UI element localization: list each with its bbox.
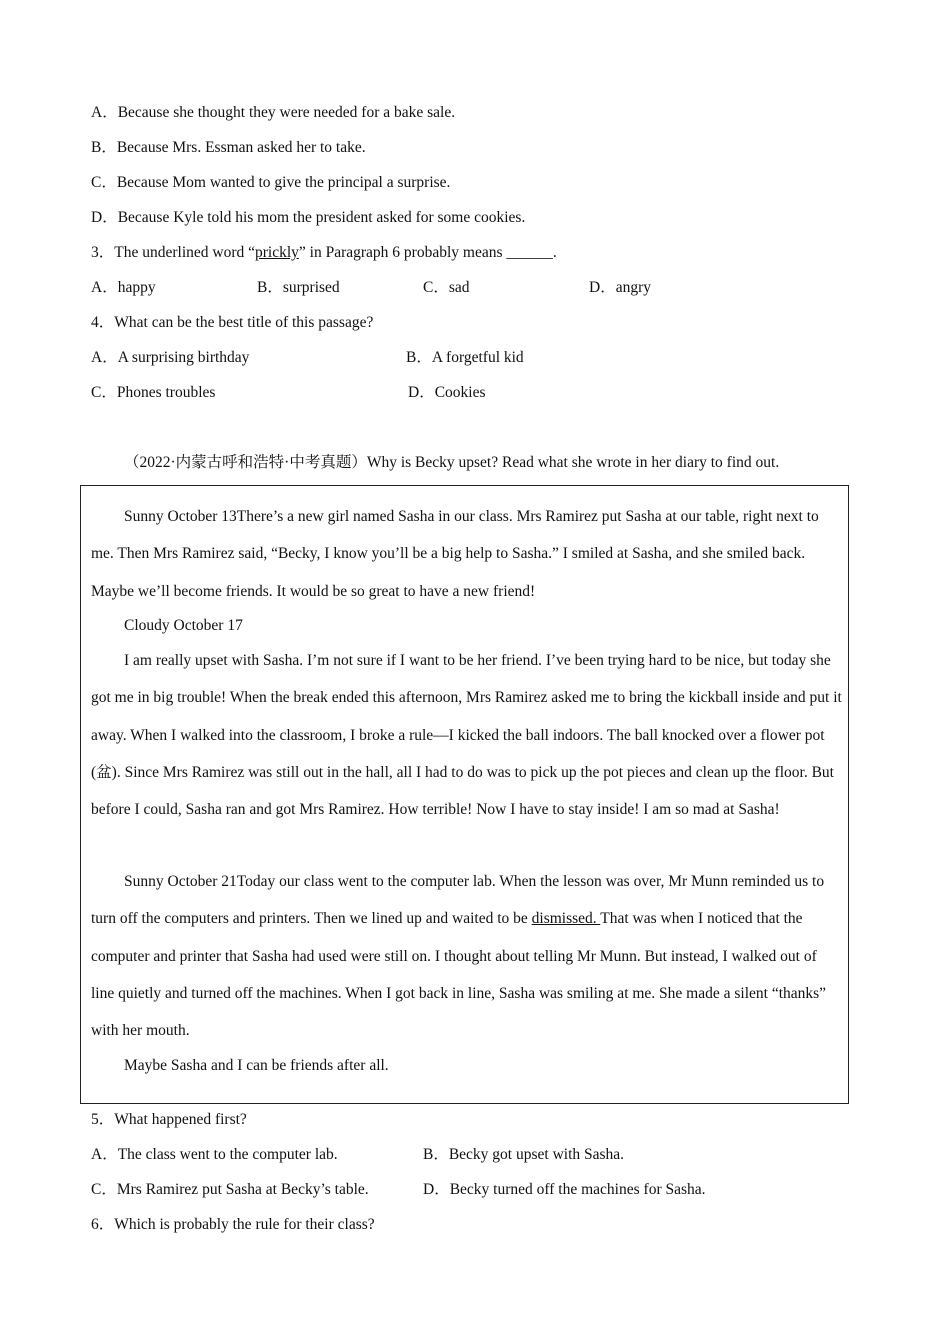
- q2-option-a: A．Because she thought they were needed for a bake sale.: [91, 104, 456, 121]
- q3-stem-before: 3．The underlined word “: [91, 244, 255, 261]
- q3-stem-after: ” in Paragraph 6 probably means ______.: [298, 244, 557, 261]
- q3-option-b: B．surprised: [257, 279, 340, 296]
- q4-stem: 4．What can be the best title of this passage?: [91, 314, 374, 331]
- q5-option-d: D．Becky turned off the machines for Sasha.: [423, 1181, 706, 1198]
- q2-option-d: D．Because Kyle told his mom the president asked for some cookies.: [91, 209, 526, 226]
- passage-paragraph-1: Sunny October 13There’s a new girl named Sasha in our class. Mrs Ramirez put Sasha at our table, right next to me. Then Mrs Ramirez said, “Becky, I know you’ll be a big help to Sasha.” I smiled at Sasha, and she smiled back. Maybe we’ll become friends. It would be so great to have a new friend!: [91, 508, 819, 600]
- q5-stem: 5．What happened first?: [91, 1111, 247, 1128]
- passage-paragraph-2: Cloudy October 17: [124, 617, 243, 634]
- p4-underlined-word: dismissed.: [531, 910, 601, 928]
- passage-intro: （2022·内蒙古呼和浩特·中考真题）Why is Becky upset? Read what she wrote in her diary to find out.: [124, 454, 780, 471]
- q4-option-d: D．Cookies: [408, 384, 486, 401]
- q5-option-c: C．Mrs Ramirez put Sasha at Becky’s table.: [91, 1181, 369, 1198]
- q4-option-b: B．A forgetful kid: [406, 349, 524, 366]
- passage-paragraph-5: Maybe Sasha and I can be friends after all.: [124, 1057, 389, 1074]
- q2-option-b: B．Because Mrs. Essman asked her to take.: [91, 139, 366, 156]
- p4-after: That was when I noticed that the computer and printer that Sasha had used were still on. I thought about telling Mr Munn. But instead, I walked out of line quietly and turned off the machines. When I got back in line, Sasha was smiling at me. She made a silent “thanks” with her mouth.: [91, 910, 827, 1040]
- passage-paragraph-3: I am really upset with Sasha. I’m not sure if I want to be her friend. I’ve been trying hard to be nice, but today she got me in big trouble! When the break ended this afternoon, Mrs Ramirez asked me to bring the kickball inside and put it away. When I walked into the classroom, I broke a rule—I kicked the ball indoors. The ball knocked over a flower pot (盆). Since Mrs Ramirez was still out in the hall, all I had to do was to pick up the pot pieces and clean up the floor. But before I could, Sasha ran and got Mrs Ramirez. How terrible! Now I have to stay inside! I am so mad at Sasha!: [91, 652, 842, 819]
- q3-underlined-word: prickly: [255, 244, 299, 261]
- q3-option-a: A．happy: [91, 279, 156, 296]
- q3-option-c: C．sad: [423, 279, 470, 296]
- passage-paragraph-4: [91, 863, 843, 1049]
- q3-option-d: D．angry: [589, 279, 651, 296]
- q3-stem: [91, 243, 557, 263]
- q5-option-a: A．The class went to the computer lab.: [91, 1146, 338, 1163]
- q6-stem: 6．Which is probably the rule for their class?: [91, 1216, 375, 1233]
- q4-option-c: C．Phones troubles: [91, 384, 216, 401]
- q2-option-c: C．Because Mom wanted to give the principal a surprise.: [91, 174, 451, 191]
- q5-option-b: B．Becky got upset with Sasha.: [423, 1146, 625, 1163]
- q4-option-a: A．A surprising birthday: [91, 349, 250, 366]
- p4-before: Sunny October 21Today our class went to the computer lab. When the lesson was over, Mr Munn reminded us to turn off the computers and printers. Then we lined up and waited to be: [91, 873, 825, 928]
